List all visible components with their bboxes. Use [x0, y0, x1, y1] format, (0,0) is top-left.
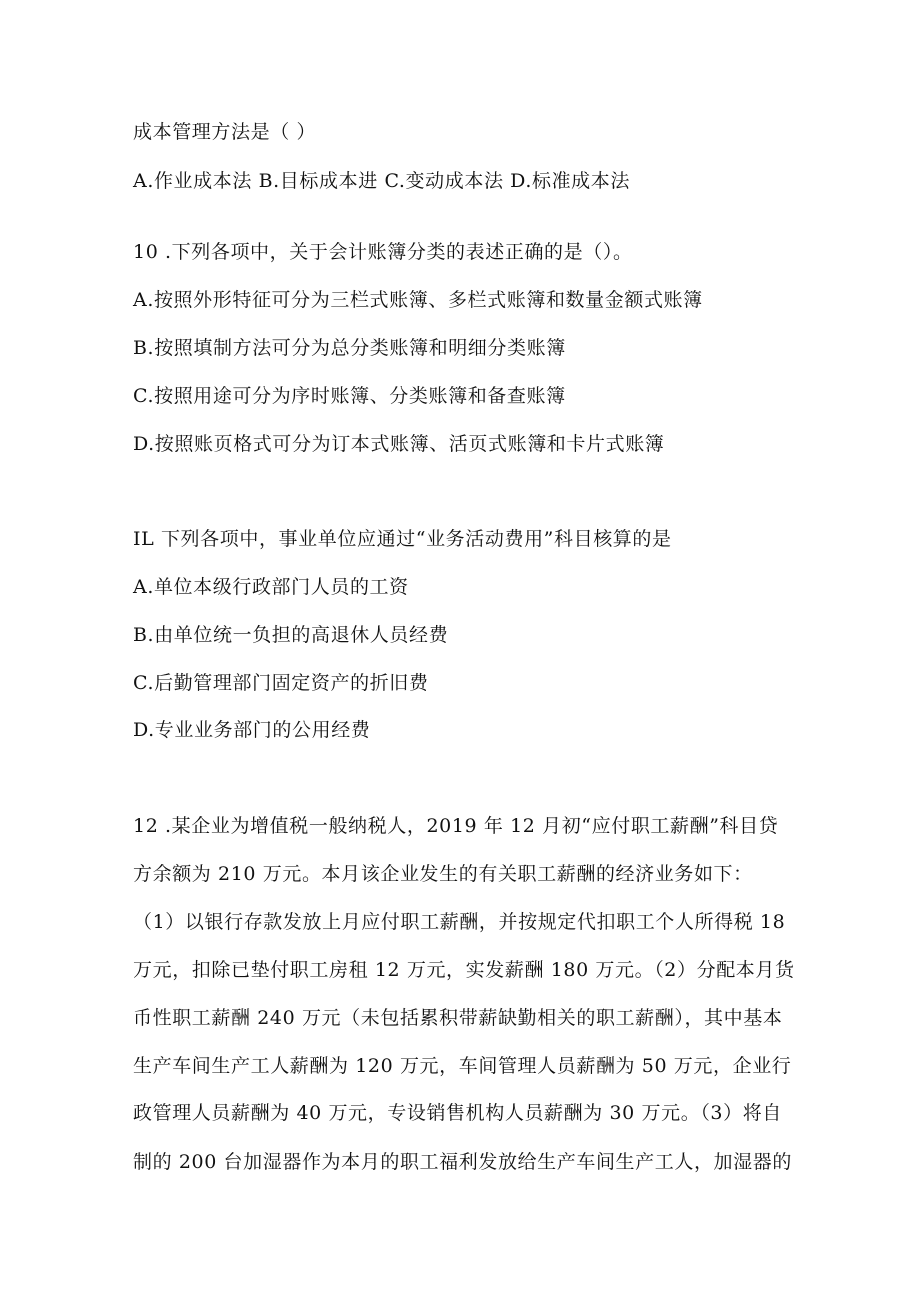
question-12-line-7: 政管理人员薪酬为 40 万元，专设销售机构人员薪酬为 30 万元。（3）将自 — [133, 1102, 782, 1124]
question-11-stem: IL 下列各项中，事业单位应通过“业务活动费用”科目核算的是 — [133, 528, 672, 550]
question-12-line-5: 币性职工薪酬 240 万元（未包括累积带薪缺勤相关的职工薪酬），其中基本 — [133, 1007, 783, 1029]
question-12-line-4: 万元，扣除已垫付职工房租 12 万元，实发薪酬 180 万元。（2）分配本月货 — [133, 959, 795, 981]
question-12-line-6: 生产车间生产工人薪酬为 120 万元，车间管理人员薪酬为 50 万元，企业行 — [133, 1055, 792, 1077]
question-11-option-c: C.后勤管理部门固定资产的折旧费 — [133, 672, 429, 694]
question-12-line-3: （1）以银行存款发放上月应付职工薪酬，并按规定代扣职工个人所得税 18 — [133, 911, 786, 933]
question-12-line-1: 12 .某企业为增值税一般纳税人，2019 年 12 月初“应付职工薪酬”科目贷 — [133, 815, 779, 837]
question-10-option-b: B.按照填制方法可分为总分类账簿和明细分类账簿 — [133, 337, 566, 359]
question-12-line-2: 方余额为 210 万元。本月该企业发生的有关职工薪酬的经济业务如下： — [133, 863, 753, 885]
question-12-line-8: 制的 200 台加湿器作为本月的职工福利发放给生产车间生产工人，加湿器的 — [133, 1151, 792, 1173]
question-10-stem: 10 .下列各项中，关于会计账簿分类的表述正确的是（）。 — [133, 241, 633, 263]
question-11-option-d: D.专业业务部门的公用经费 — [133, 719, 371, 741]
question-10-option-c: C.按照用途可分为序时账簿、分类账簿和备查账簿 — [133, 385, 566, 407]
question-11-option-b: B.由单位统一负担的高退休人员经费 — [133, 624, 449, 646]
question-10-option-a: A.按照外形特征可分为三栏式账簿、多栏式账簿和数量金额式账簿 — [133, 289, 703, 311]
question-9-stem-tail: 成本管理方法是（ ） — [133, 121, 317, 143]
question-11-option-a: A.单位本级行政部门人员的工资 — [133, 576, 409, 598]
question-9-options: A.作业成本法 B.目标成本进 C.变动成本法 D.标准成本法 — [133, 170, 630, 192]
question-10-option-d: D.按照账页格式可分为订本式账簿、活页式账簿和卡片式账簿 — [133, 433, 665, 455]
